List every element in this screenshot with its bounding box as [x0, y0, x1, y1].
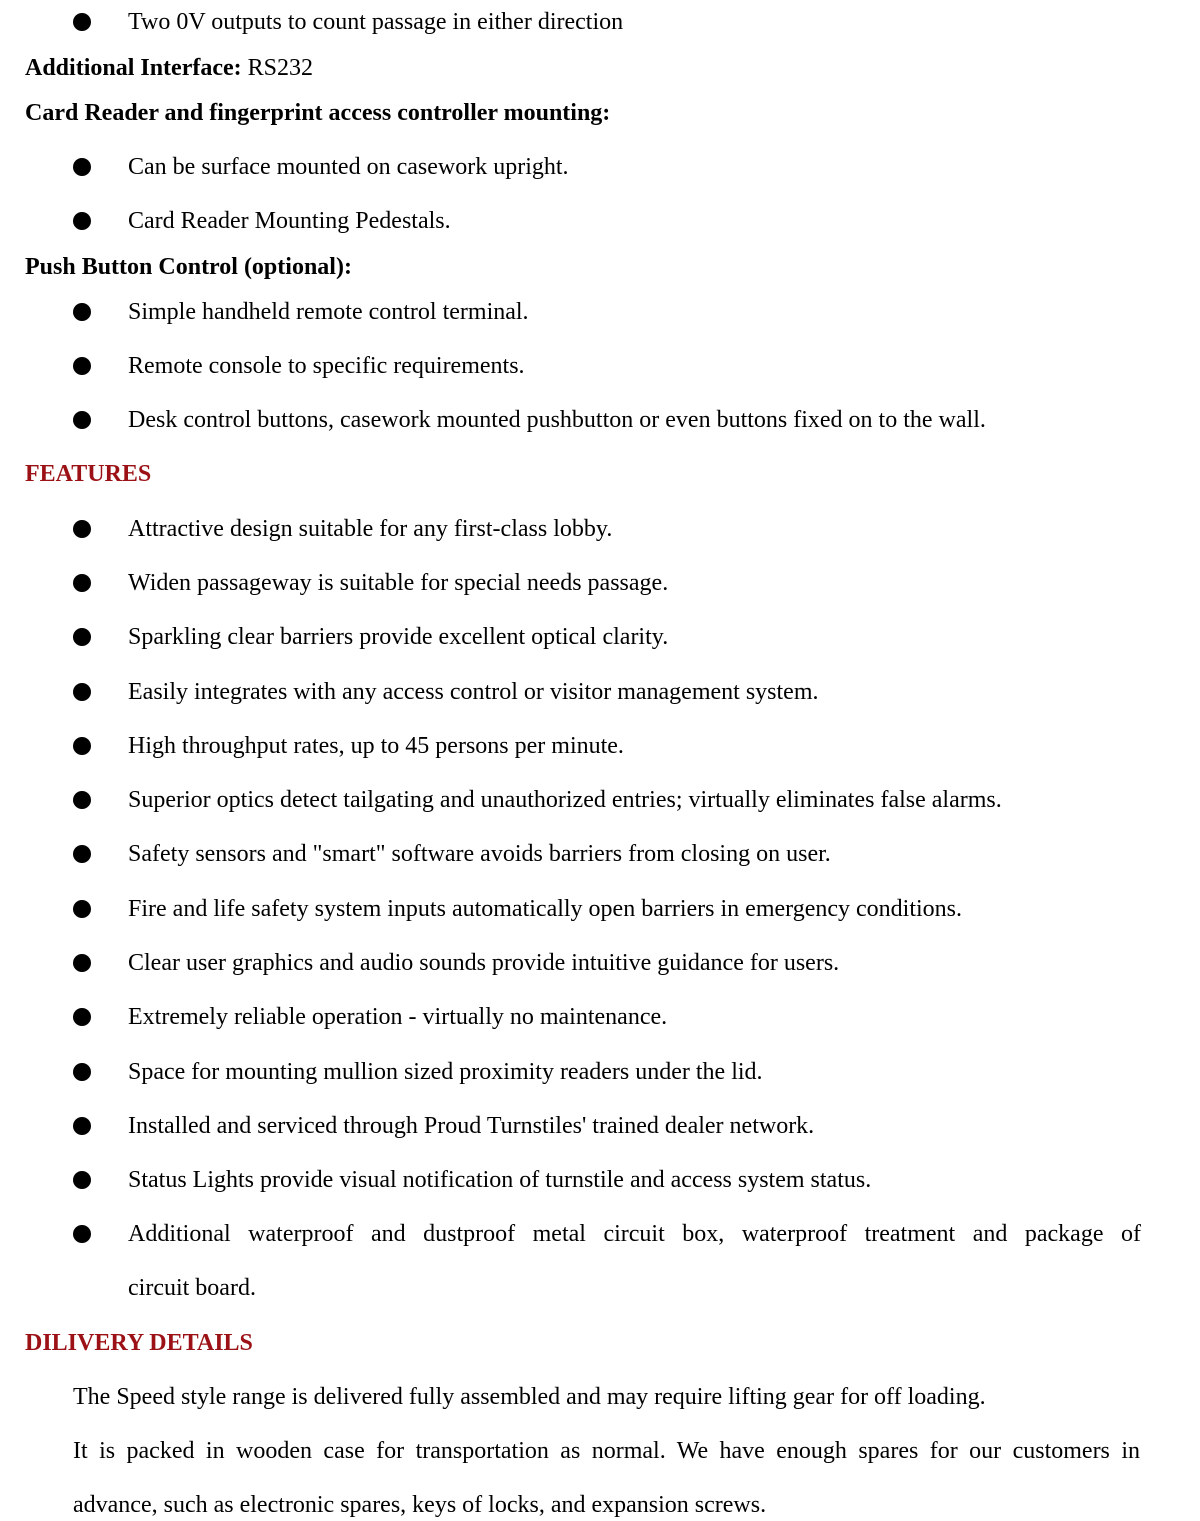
bullet-icon: [73, 683, 91, 701]
list-item-text: Two 0V outputs to count passage in either direction: [128, 9, 624, 35]
bullet-icon: [73, 900, 91, 918]
list-item-text: Widen passageway is suitable for special needs passage.: [128, 570, 669, 596]
list-item-text: circuit board.: [128, 1275, 256, 1301]
list-item-text: Extremely reliable operation - virtually no maintenance.: [128, 1004, 668, 1030]
bullet-icon: [73, 158, 91, 176]
bullet-icon: [73, 303, 91, 321]
features-heading: FEATURES: [25, 461, 152, 487]
bullet-icon: [73, 1171, 91, 1189]
push-button-heading: Push Button Control (optional):: [25, 254, 352, 280]
paragraph-text: The Speed style range is delivered fully assembled and may require lifting gear for off loading.: [73, 1384, 986, 1410]
bullet-icon: [73, 1008, 91, 1026]
bullet-icon: [73, 791, 91, 809]
bullet-icon: [73, 954, 91, 972]
list-item-text: Attractive design suitable for any first-class lobby.: [128, 516, 613, 542]
list-item-text: Easily integrates with any access control or visitor management system.: [128, 679, 819, 705]
list-item-text: Sparkling clear barriers provide excellent optical clarity.: [128, 624, 669, 650]
list-item-text: Remote console to specific requirements.: [128, 353, 525, 379]
list-item-text: Additional waterproof and dustproof metal circuit box, waterproof treatment and package of: [128, 1221, 1141, 1247]
bullet-icon: [73, 520, 91, 538]
bullet-icon: [73, 1117, 91, 1135]
list-item-text: Status Lights provide visual notification of turnstile and access system status.: [128, 1167, 872, 1193]
bullet-icon: [73, 628, 91, 646]
list-item-text: Safety sensors and "smart" software avoids barriers from closing on user.: [128, 841, 831, 867]
list-item-text: Card Reader Mounting Pedestals.: [128, 208, 451, 234]
card-reader-heading: Card Reader and fingerprint access controller mounting:: [25, 100, 611, 126]
list-item-text: Fire and life safety system inputs automatically open barriers in emergency conditions.: [128, 896, 962, 922]
additional-interface-label: Additional Interface:: [25, 55, 242, 81]
bullet-icon: [73, 1063, 91, 1081]
list-item-text: Space for mounting mullion sized proximity readers under the lid.: [128, 1059, 763, 1085]
bullet-icon: [73, 13, 91, 31]
bullet-icon: [73, 212, 91, 230]
additional-interface-value: RS232: [241, 55, 314, 81]
bullet-icon: [73, 737, 91, 755]
bullet-icon: [73, 574, 91, 592]
paragraph-text: It is packed in wooden case for transportation as normal. We have enough spares for our customers in: [73, 1438, 1140, 1464]
list-item-text: Installed and serviced through Proud Turnstiles' trained dealer network.: [128, 1113, 815, 1139]
list-item-text: High throughput rates, up to 45 persons per minute.: [128, 733, 624, 759]
list-item-text: Desk control buttons, casework mounted pushbutton or even buttons fixed on to the wall.: [128, 407, 986, 433]
bullet-icon: [73, 357, 91, 375]
list-item-text: Superior optics detect tailgating and unauthorized entries; virtually eliminates false alarms.: [128, 787, 1002, 813]
paragraph-text: advance, such as electronic spares, keys of locks, and expansion screws.: [73, 1492, 767, 1518]
list-item-text: Can be surface mounted on casework upright.: [128, 154, 569, 180]
bullet-icon: [73, 1225, 91, 1243]
list-item-text: Clear user graphics and audio sounds provide intuitive guidance for users.: [128, 950, 840, 976]
bullet-icon: [73, 845, 91, 863]
delivery-heading: DILIVERY DETAILS: [25, 1330, 253, 1356]
bullet-icon: [73, 411, 91, 429]
list-item-text: Simple handheld remote control terminal.: [128, 299, 529, 325]
